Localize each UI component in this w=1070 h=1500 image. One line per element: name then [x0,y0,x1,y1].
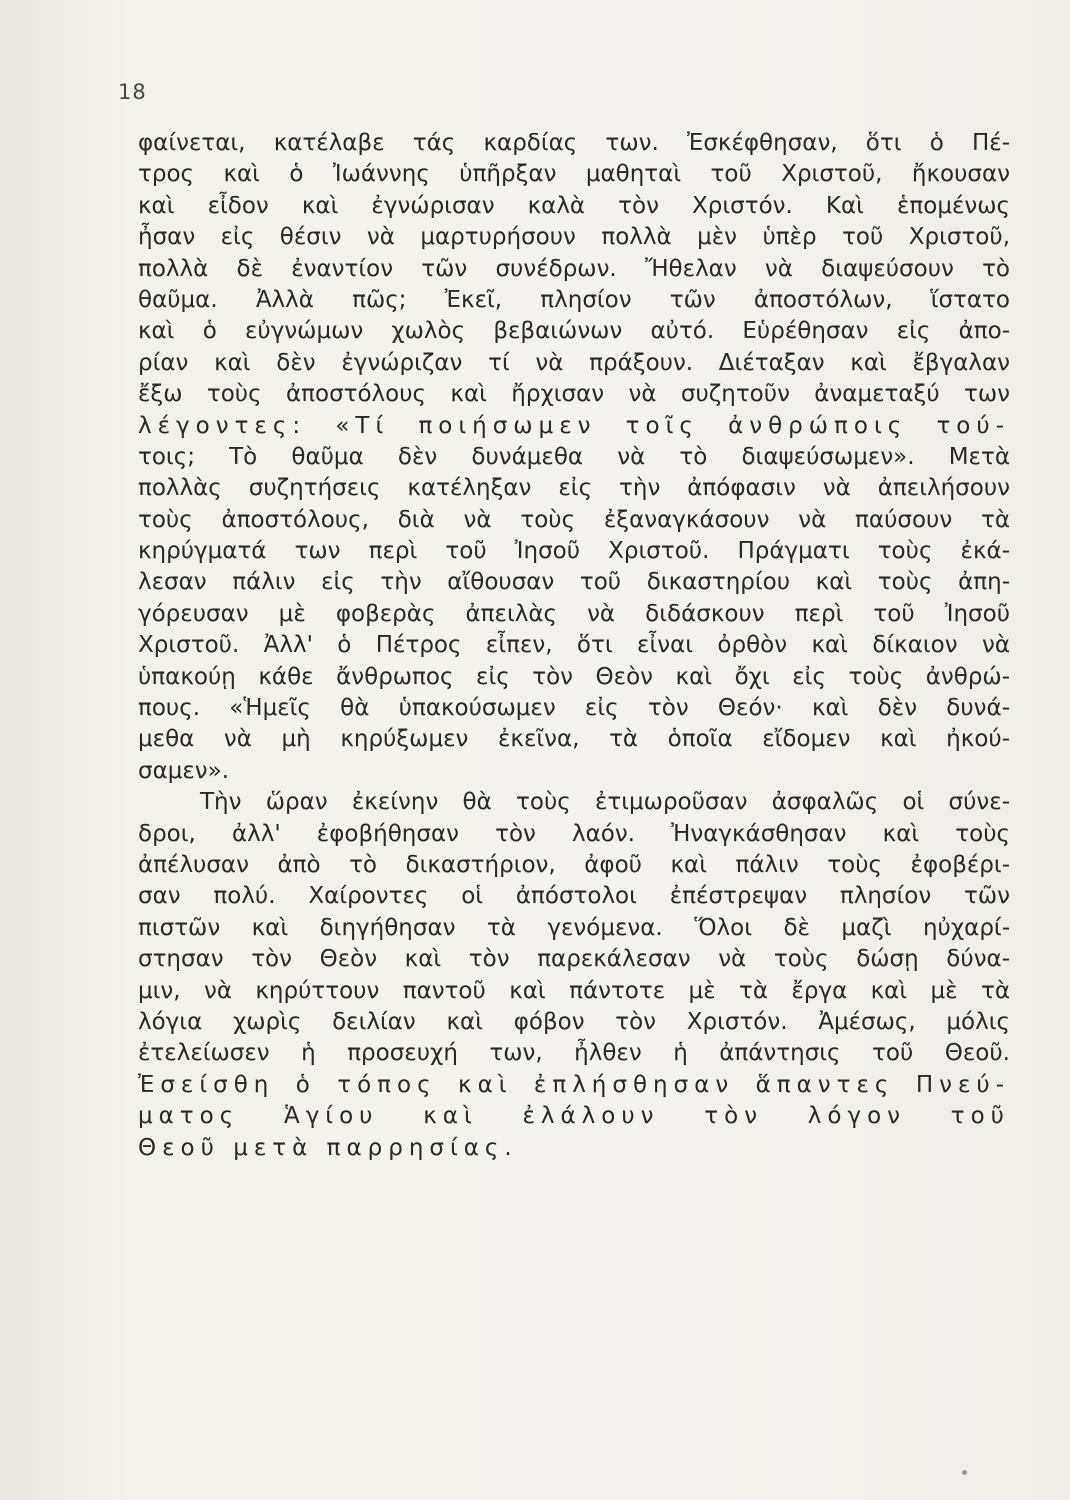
text-line: στησαν τὸν Θεὸν καὶ τὸν παρεκάλεσαν νὰ τοὺς δώσῃ δύνα- [138,946,1010,973]
text-line: καὶ ὁ εὐγνώμων χωλὸς βεβαιώνων αὐτό. Εὑρέθησαν εἰς ἀπο- [138,318,1010,345]
text-line: Χριστοῦ. Ἀλλ' ὁ Πέτρος εἶπεν, ὅτι εἶναι ὀρθὸν καὶ δίκαιον νὰ [138,632,1010,659]
text-line-emphasis: λέγοντες: «Τί ποιήσωμεν τοῖς ἀνθρώποις τού- [138,412,1010,439]
text-line: ἔξω τοὺς ἀποστόλους καὶ ἤρχισαν νὰ συζητοῦν ἀναμεταξύ των [138,381,1010,408]
text-line: ἀπέλυσαν ἀπὸ τὸ δικαστήριον, ἀφοῦ καὶ πάλιν τοὺς ἐφοβέρι- [138,851,1010,878]
text-line: τοὺς ἀποστόλους, διὰ νὰ τοὺς ἐξαναγκάσουν νὰ παύσουν τὰ [138,506,1010,533]
text-line: λεσαν πάλιν εἰς τὴν αἴθουσαν τοῦ δικαστηρίου καὶ τοὺς ἀπη- [138,569,1010,596]
text-line: γόρευσαν μὲ φοβερὰς ἀπειλὰς νὰ διδάσκουν περὶ τοῦ Ἰησοῦ [138,600,1010,627]
text-line: καὶ εἶδον καὶ ἐγνώρισαν καλὰ τὸν Χριστόν. Καὶ ἑπομένως [138,192,1010,219]
text-line-emphasis: Ἐσείσθη ὁ τόπος καὶ ἐπλήσθησαν ἅπαντες Πνεύ- [138,1071,1010,1098]
text-line-emphasis: ματος Ἁγίου καὶ ἐλάλουν τὸν λόγον τοῦ [138,1103,1010,1130]
text-line-emphasis: Θεοῦ μετὰ παρρησίας. [138,1134,518,1161]
text-line: πολλὰς συζητήσεις κατέληξαν εἰς τὴν ἀπόφασιν νὰ ἀπειλήσουν [138,475,1010,502]
paper-speck [962,1470,967,1475]
text-line: σαν πολύ. Χαίροντες οἱ ἀπόστολοι ἐπέστρεψαν πλησίον τῶν [138,883,1010,910]
text-line: κηρύγματά των περὶ τοῦ Ἰησοῦ Χριστοῦ. Πράγματι τοὺς ἐκά- [138,538,1010,565]
text-line: ἦσαν εἰς θέσιν νὰ μαρτυρήσουν πολλὰ μὲν ὑπὲρ τοῦ Χριστοῦ, [138,224,1010,251]
text-line: δροι, ἀλλ' ἐφοβήθησαν τὸν λαόν. Ἠναγκάσθησαν καὶ τοὺς [138,820,1010,847]
text-line: πιστῶν καὶ διηγήθησαν τὰ γενόμενα. Ὅλοι δὲ μαζὶ ηὐχαρί- [138,914,1010,941]
text-line: θαῦμα. Ἀλλὰ πῶς; Ἐκεῖ, πλησίον τῶν ἀποστόλων, ἵστατο [138,286,1010,313]
text-line: πους. «Ἡμεῖς θὰ ὑπακούσωμεν εἰς τὸν Θεόν· καὶ δὲν δυνά- [138,695,1010,722]
text-line: τοις; Τὸ θαῦμα δὲν δυνάμεθα νὰ τὸ διαψεύσωμεν». Μετὰ [138,443,1010,470]
text-line: ὑπακούῃ κάθε ἄνθρωπος εἰς τὸν Θεὸν καὶ ὄχι εἰς τοὺς ἀνθρώ- [138,663,1010,690]
paragraph-start-line: Τὴν ὥραν ἐκείνην θὰ τοὺς ἐτιμωροῦσαν ἀσφαλῶς οἱ σύνε- [200,789,1010,816]
text-line: ρίαν καὶ δὲν ἐγνώριζαν τί νὰ πράξουν. Διέταξαν καὶ ἔβγαλαν [138,349,1010,376]
page-number: 18 [118,80,147,104]
body-text [138,128,1010,1164]
text-line: φαίνεται, κατέλαβε τάς καρδίας των. Ἐσκέφθησαν, ὅτι ὁ Πέ- [138,130,1010,156]
text-line: πολλὰ δὲ ἐναντίον τῶν συνέδρων. Ἤθελαν νὰ διαψεύσουν τὸ [138,255,1010,282]
text-line: ἐτελείωσεν ἡ προσευχή των, ἦλθεν ἡ ἀπάντησις τοῦ Θεοῦ. [138,1040,1010,1067]
text-line: σαμεν». [138,757,230,784]
text-line: μιν, νὰ κηρύττουν παντοῦ καὶ πάντοτε μὲ τὰ ἔργα καὶ μὲ τὰ [138,977,1010,1004]
text-line: τρος καὶ ὁ Ἰωάννης ὑπῆρξαν μαθηταὶ τοῦ Χριστοῦ, ἤκουσαν [138,161,1010,188]
text-line: μεθα νὰ μὴ κηρύξωμεν ἐκεῖνα, τὰ ὁποῖα εἴδομεν καὶ ἠκού- [138,726,1010,753]
text-line: λόγια χωρὶς δειλίαν καὶ φόβον τὸν Χριστόν. Ἀμέσως, μόλις [138,1008,1010,1035]
